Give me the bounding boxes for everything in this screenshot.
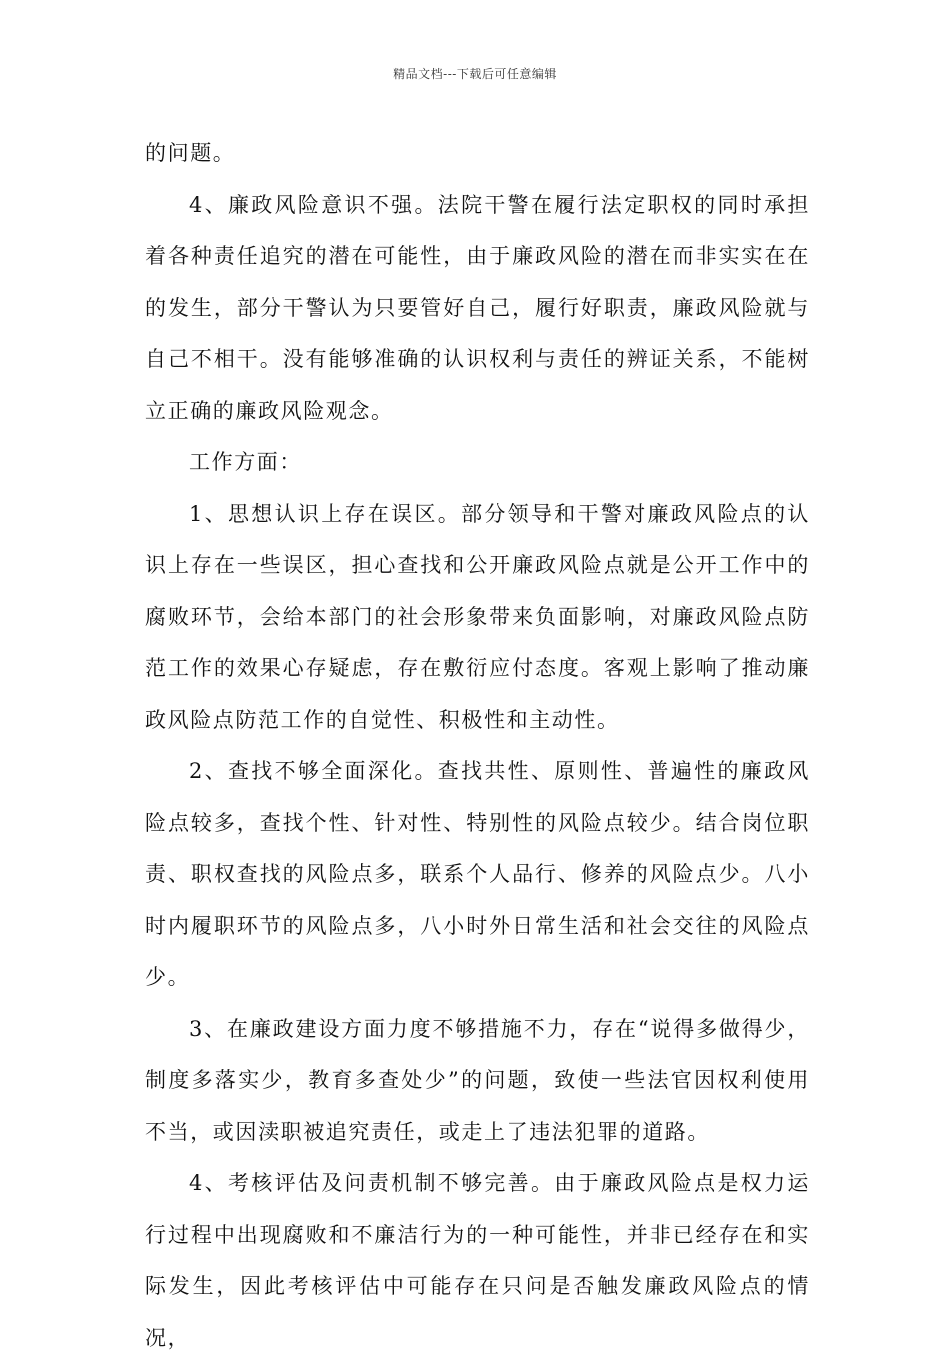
- paragraph-integrity-risk-awareness: 4、廉政风险意识不强。法院干警在履行法定职权的同时承担着各种责任追究的潜在可能性，由于廉政风险的潜在而非实实在在的发生，部分干警认为只要管好自己，履行好职责，廉政风险就与自己不相干。没有能够准确的认识权利与责任的辨证关系，不能树立正确的廉政风险观念。: [145, 192, 810, 423]
- section-heading-work: 工作方面：: [189, 450, 302, 474]
- paragraph-assessment-mechanism: 4、考核评估及问责机制不够完善。由于廉政风险点是权力运行过程中出现腐败和不廉洁行为的一种可能性，并非已经存在和实际发生，因此考核评估中可能存在只问是否触发廉政风险点的情况，: [145, 1171, 810, 1350]
- paragraph-continuation: 的问题。: [145, 141, 236, 165]
- paragraph-insufficient-search: 2、查找不够全面深化。查找共性、原则性、普遍性的廉政风险点较多，查找个性、针对性、特别性的风险点较少。结合岗位职责、职权查找的风险点多，联系个人品行、修养的风险点少。八小时内履职环节的风险点多，八小时外日常生活和社会交往的风险点少。: [145, 759, 810, 989]
- paragraph-weak-measures: 3、在廉政建设方面力度不够措施不力，存在“说得多做得少，制度多落实少，教育多查处少”的问题，致使一些法官因权利使用不当，或因渎职被追究责任，或走上了违法犯罪的道路。: [145, 1016, 810, 1144]
- document-body: [145, 128, 810, 1364]
- paragraph-ideological-misconception: 1、思想认识上存在误区。部分领导和干警对廉政风险点的认识上存在一些误区，担心查找和公开廉政风险点就是公开工作中的腐败环节，会给本部门的社会形象带来负面影响，对廉政风险点防范工作的效果心存疑虑，存在敷衍应付态度。客观上影响了推动廉政风险点防范工作的自觉性、积极性和主动性。: [145, 501, 810, 732]
- page-header: 精品文档---下载后可任意编辑: [393, 67, 557, 81]
